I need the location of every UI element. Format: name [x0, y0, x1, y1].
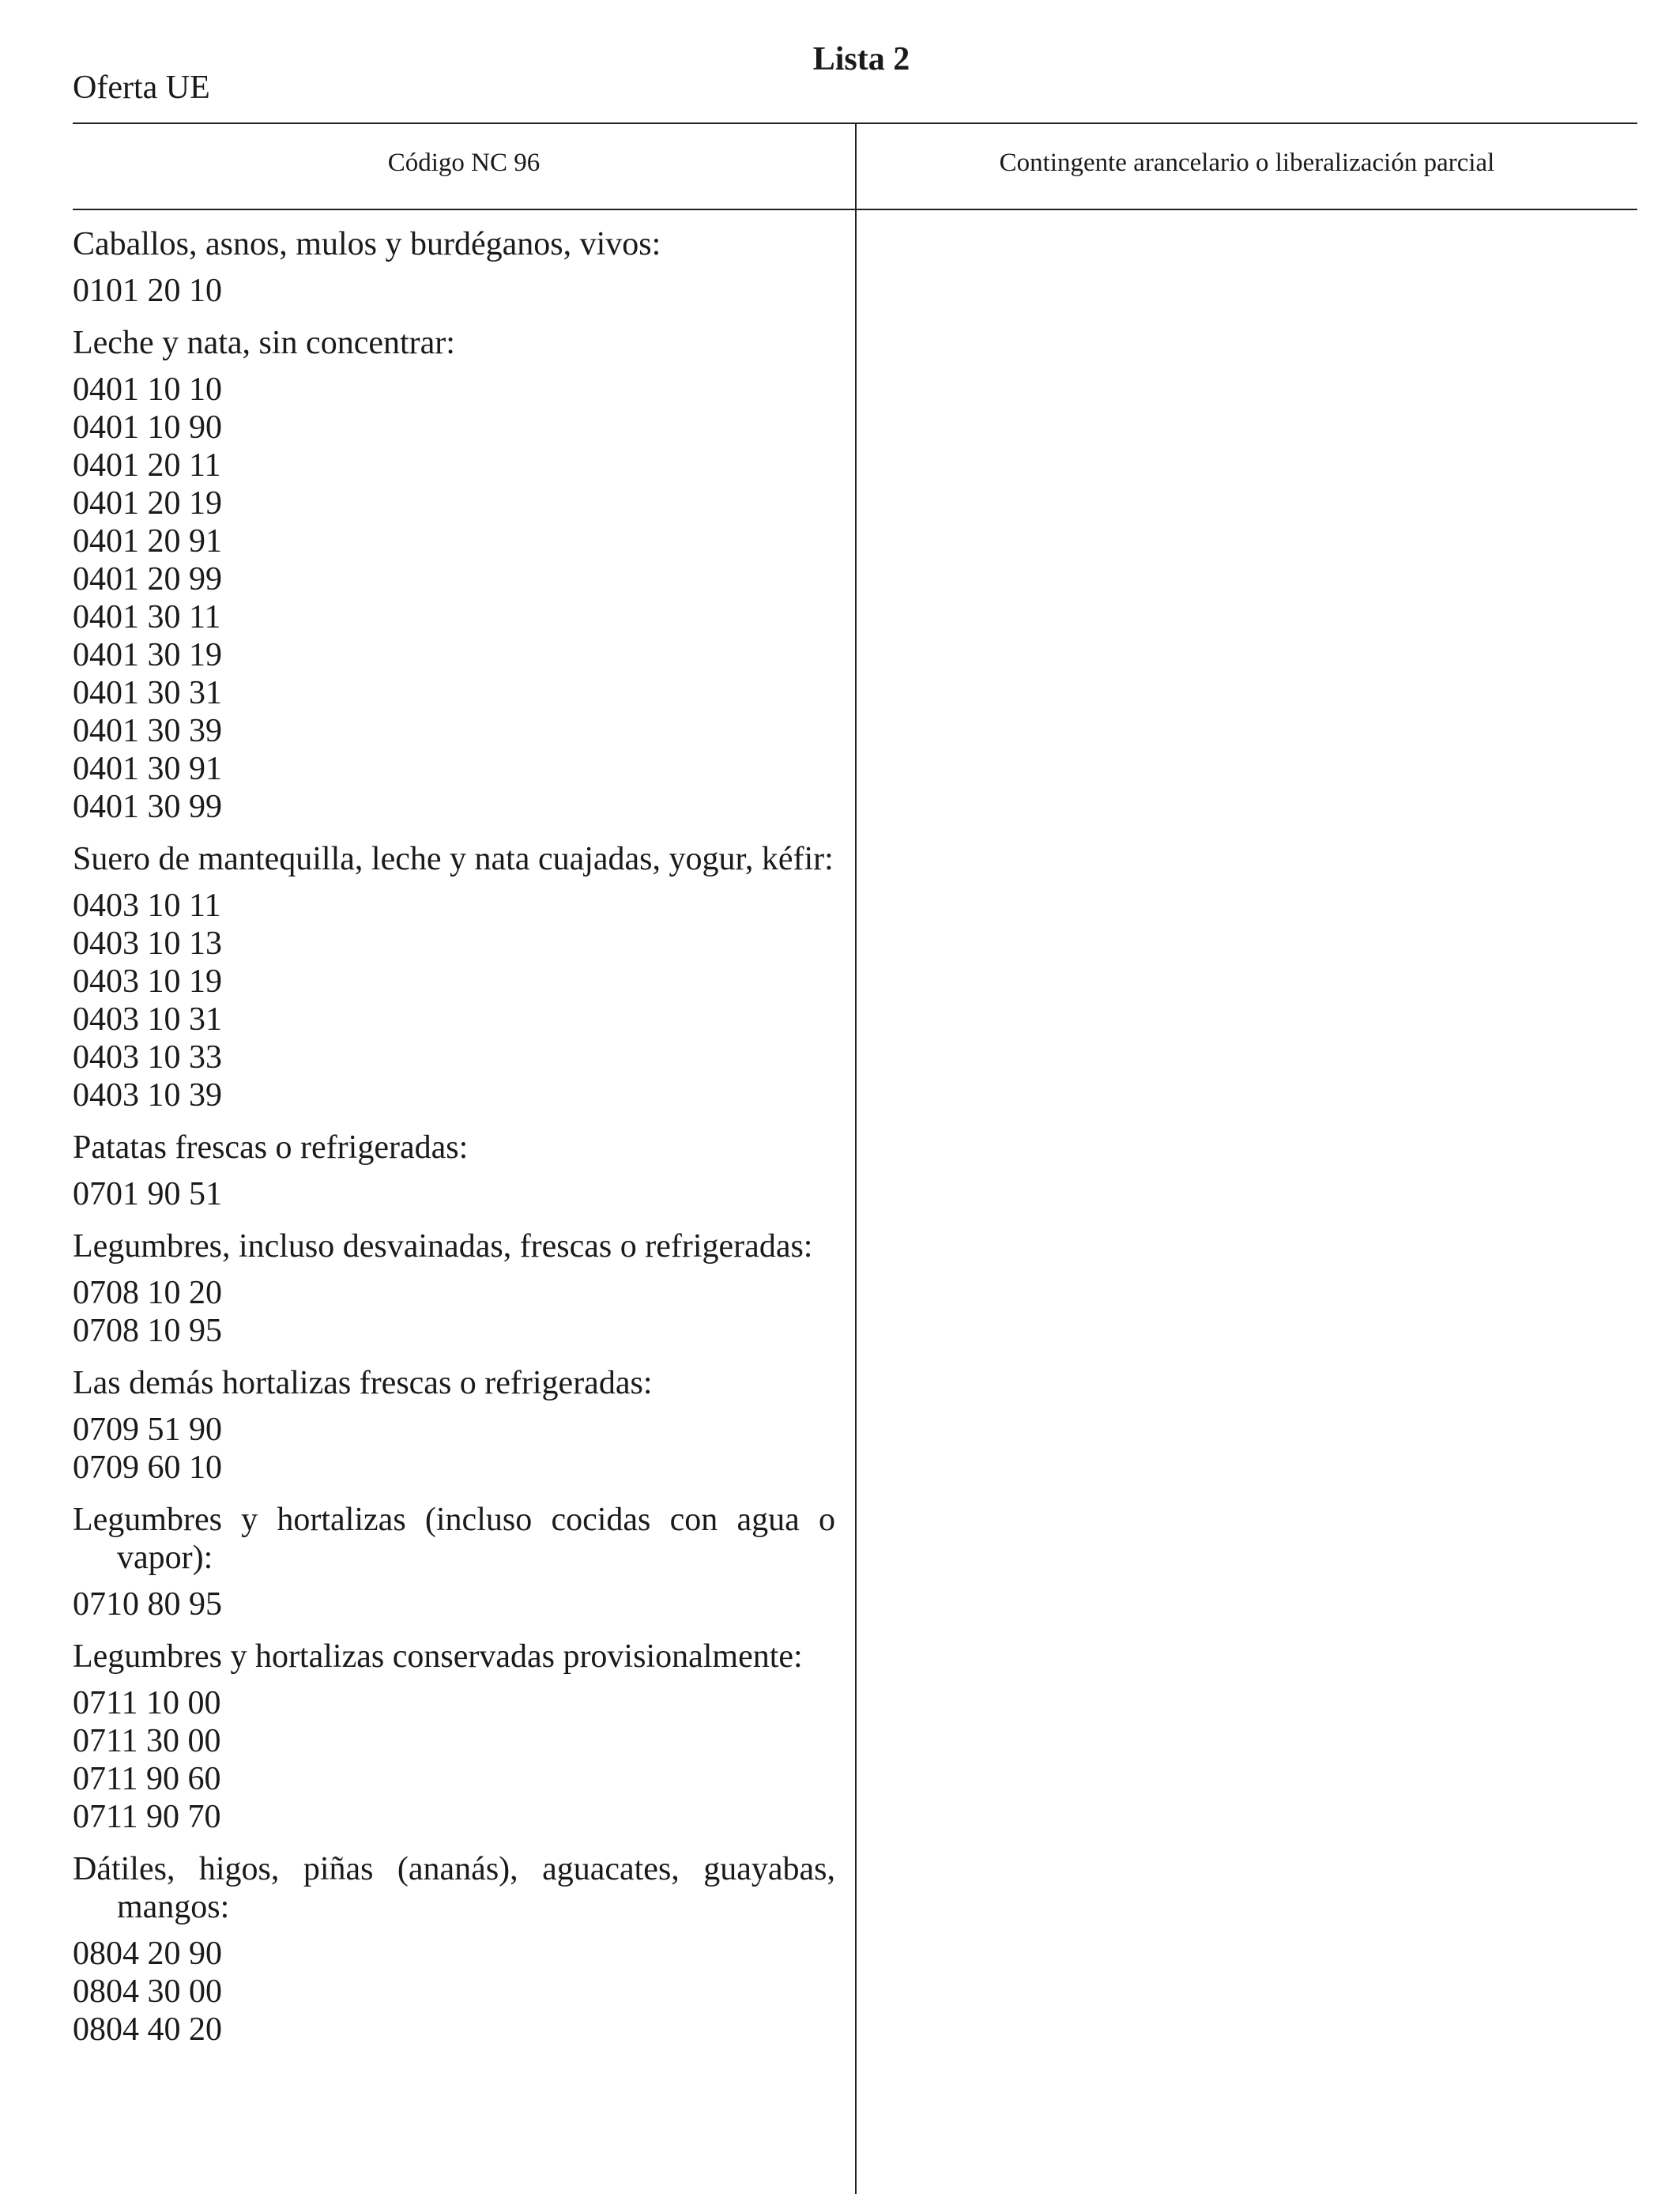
- nc-code: 0403 10 39: [73, 1077, 222, 1114]
- nc-code: 0711 30 00: [73, 1723, 221, 1759]
- nc-code: 0401 20 19: [73, 485, 222, 522]
- product-group: [73, 225, 835, 310]
- product-group: [73, 840, 835, 1114]
- product-heading: Legumbres y hortalizas conservadas provisionalmente:: [73, 1638, 803, 1675]
- nc-code: 0401 10 10: [73, 371, 222, 408]
- nc-code: 0701 90 51: [73, 1176, 222, 1212]
- nc-code: 0804 30 00: [73, 1973, 222, 2010]
- column-divider: [855, 123, 857, 2194]
- code-list: [73, 1935, 835, 2049]
- code-column: [73, 225, 835, 2049]
- nc-code: 0401 30 91: [73, 751, 222, 787]
- nc-code: 0401 20 99: [73, 561, 222, 598]
- product-heading: Leche y nata, sin concentrar:: [73, 325, 455, 361]
- product-group: [73, 324, 835, 826]
- nc-code: 0403 10 11: [73, 888, 221, 924]
- code-list: [73, 371, 835, 826]
- nc-code: 0403 10 19: [73, 963, 222, 1000]
- nc-code: 0401 30 11: [73, 599, 221, 635]
- column-header-quota: Contingente arancelario o liberalización parcial: [999, 149, 1495, 177]
- code-list: [73, 887, 835, 1114]
- nc-code: 0709 51 90: [73, 1412, 222, 1448]
- nc-code: 0804 20 90: [73, 1936, 222, 1972]
- code-list: [73, 1684, 835, 1836]
- list-title: Lista 2: [812, 41, 910, 77]
- product-heading: Legumbres y hortalizas (incluso cocidas con agua o vapor):: [73, 1502, 835, 1576]
- product-heading: Legumbres, incluso desvainadas, frescas o refrigeradas:: [73, 1228, 813, 1265]
- product-heading: Dátiles, higos, piñas (ananás), aguacates, guayabas, mangos:: [73, 1851, 835, 1925]
- code-list: [73, 1411, 835, 1487]
- nc-code: 0708 10 95: [73, 1313, 222, 1349]
- code-list: [73, 1274, 835, 1350]
- nc-code: 0403 10 33: [73, 1039, 222, 1076]
- product-group: [73, 1850, 835, 2049]
- offer-label: Oferta UE: [73, 70, 210, 106]
- code-list: [73, 1585, 835, 1623]
- product-group: [73, 1364, 835, 1487]
- code-list: [73, 272, 835, 310]
- nc-code: 0401 30 39: [73, 713, 222, 749]
- nc-code: 0401 30 19: [73, 637, 222, 673]
- nc-code: 0403 10 31: [73, 1001, 222, 1038]
- nc-code: 0711 90 70: [73, 1799, 221, 1835]
- code-list: [73, 1175, 835, 1213]
- nc-code: 0711 10 00: [73, 1685, 221, 1721]
- product-heading: Patatas frescas o refrigeradas:: [73, 1129, 469, 1166]
- nc-code: 0711 90 60: [73, 1761, 221, 1797]
- nc-code: 0709 60 10: [73, 1449, 222, 1486]
- product-heading: Las demás hortalizas frescas o refrigeradas:: [73, 1365, 653, 1401]
- product-group: [73, 1638, 835, 1836]
- nc-code: 0804 40 20: [73, 2011, 222, 2048]
- column-header-code: Código NC 96: [387, 149, 541, 177]
- product-group: [73, 1227, 835, 1350]
- product-group: [73, 1129, 835, 1213]
- nc-code: 0101 20 10: [73, 273, 222, 309]
- nc-code: 0710 80 95: [73, 1586, 222, 1623]
- nc-code: 0708 10 20: [73, 1275, 222, 1311]
- nc-code: 0401 10 90: [73, 409, 222, 446]
- nc-code: 0401 20 11: [73, 447, 221, 484]
- nc-code: 0401 20 91: [73, 523, 222, 560]
- product-heading: Caballos, asnos, mulos y burdéganos, vivos:: [73, 226, 661, 262]
- product-heading: Suero de mantequilla, leche y nata cuajadas, yogur, kéfir:: [73, 841, 834, 877]
- product-group: [73, 1501, 835, 1623]
- nc-code: 0401 30 99: [73, 789, 222, 825]
- nc-code: 0403 10 13: [73, 925, 222, 962]
- nc-code: 0401 30 31: [73, 675, 222, 711]
